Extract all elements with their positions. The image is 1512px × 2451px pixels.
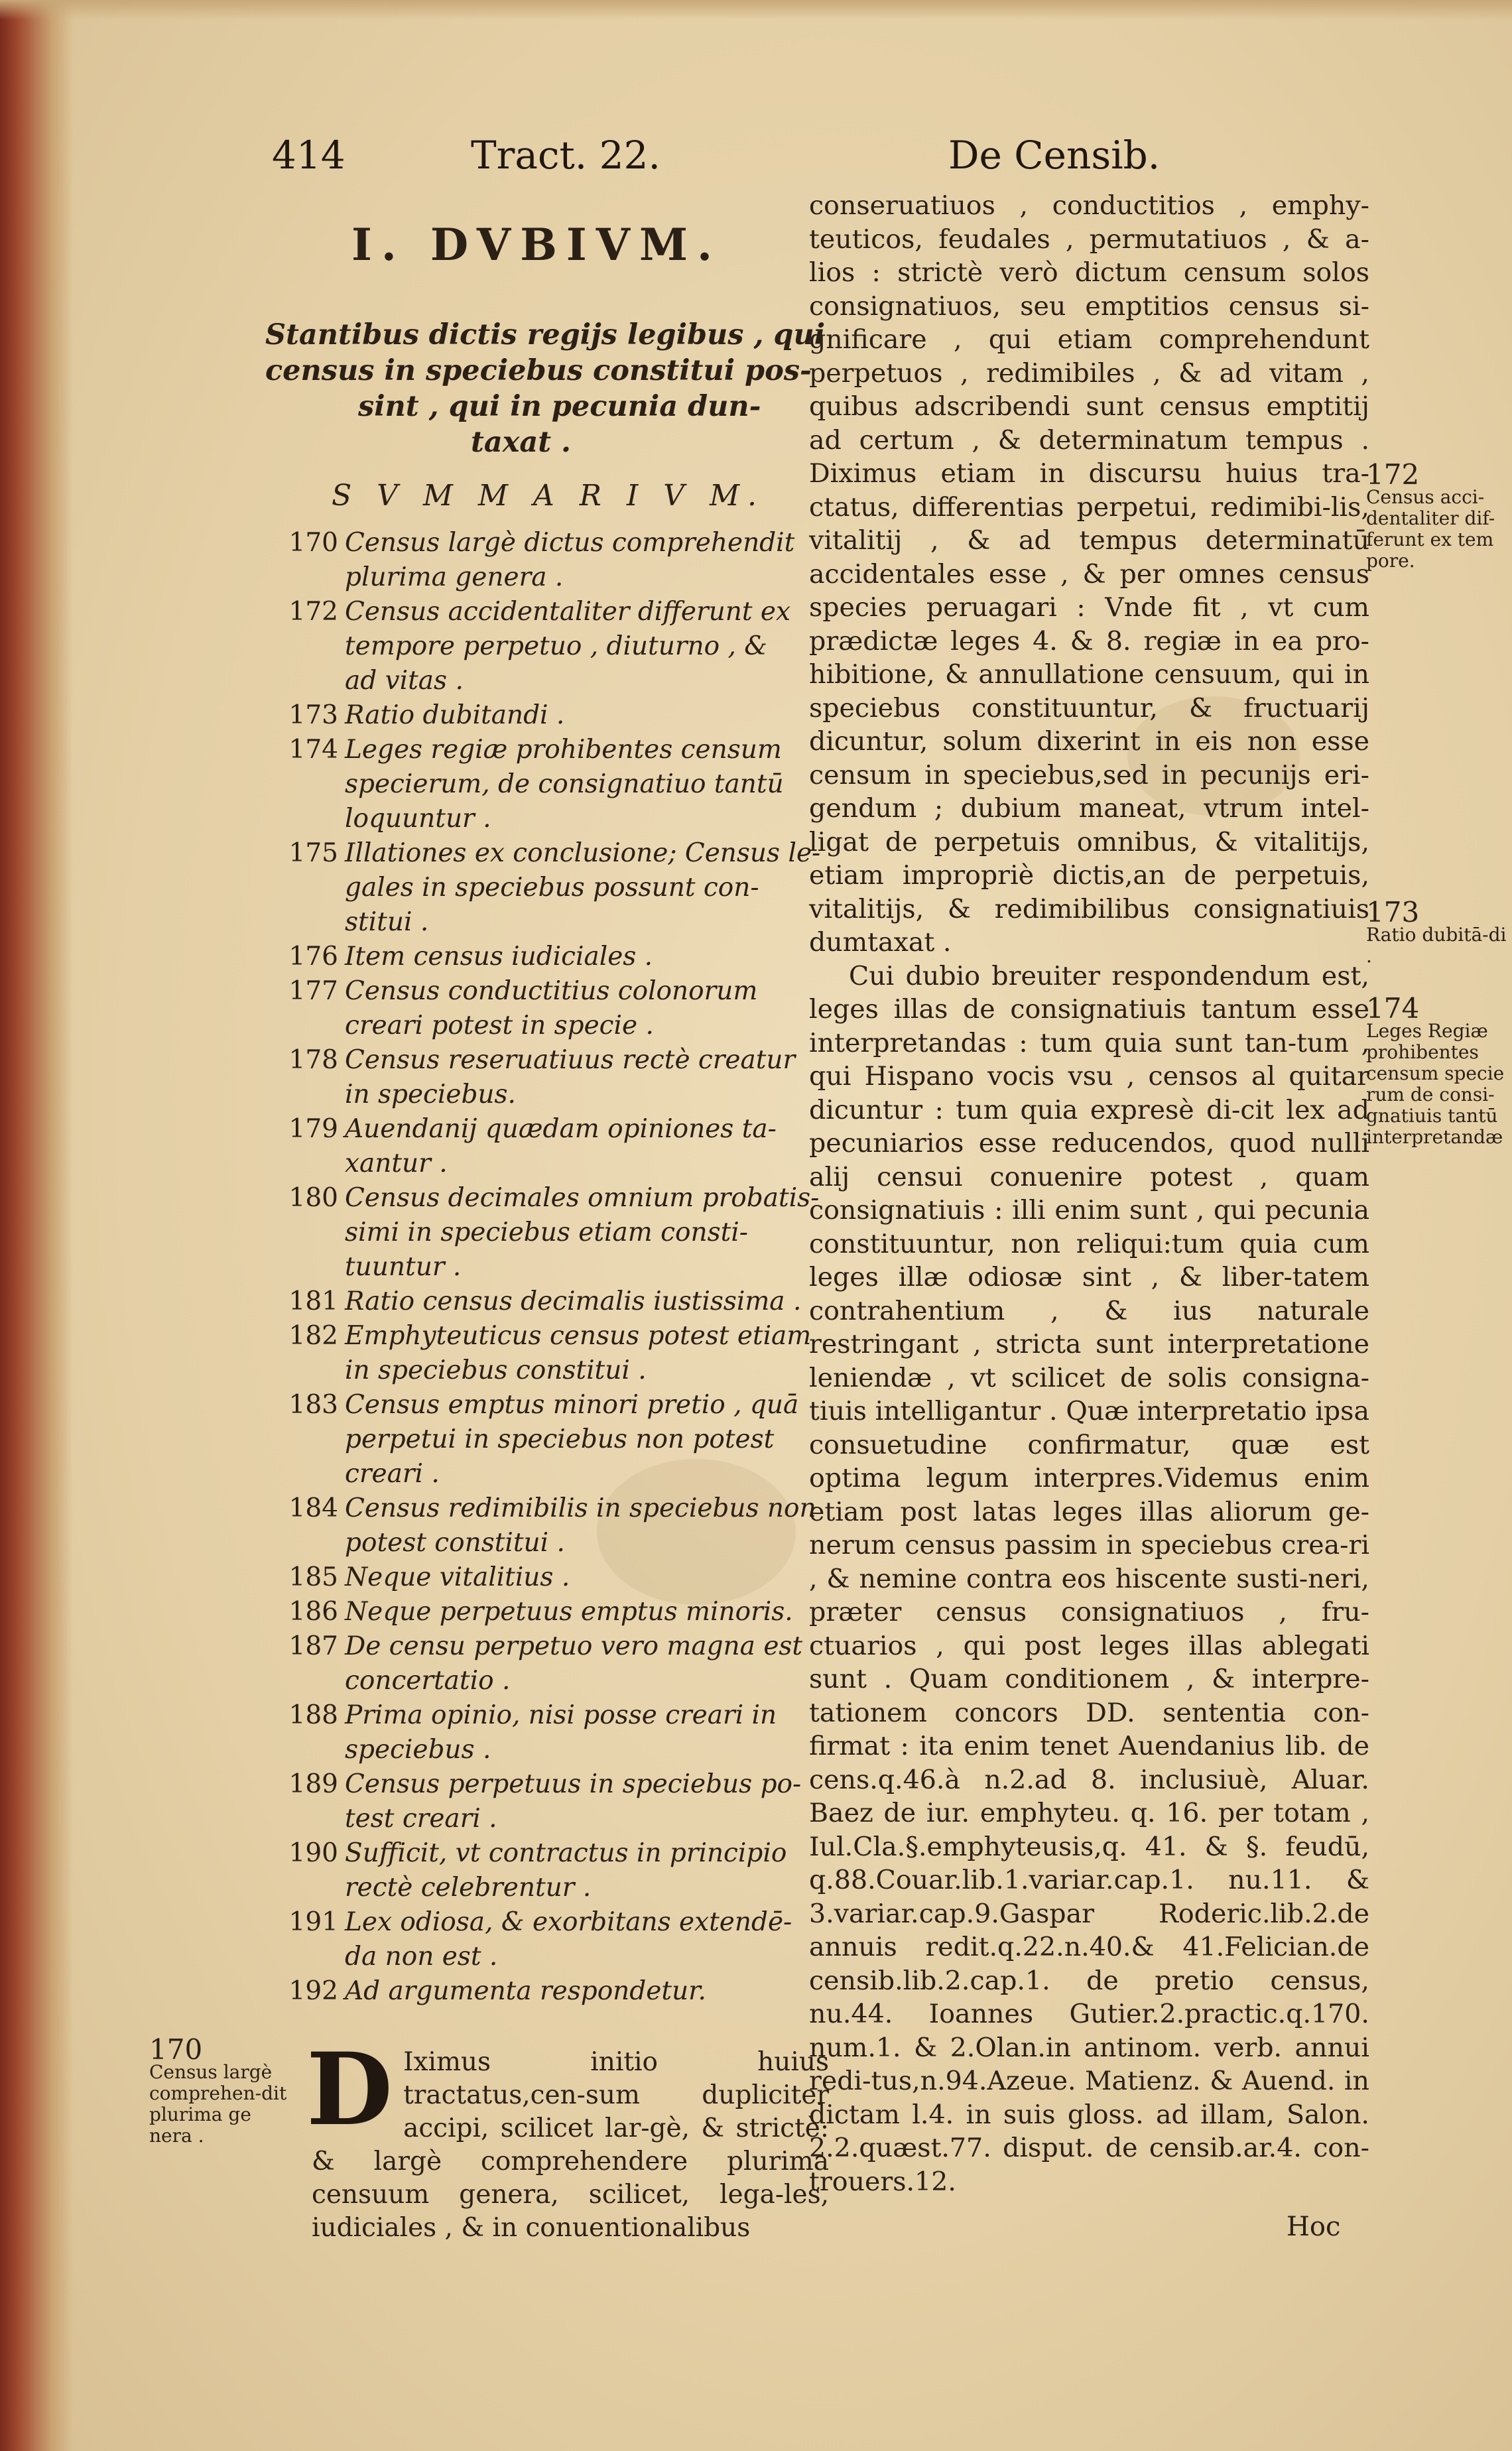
summarium-item: [265, 1905, 822, 1974]
summarium-item: [265, 733, 822, 836]
summarium-number: 177: [288, 976, 338, 1006]
summarium-item: [265, 526, 822, 595]
summarium-item: [265, 1595, 822, 1629]
summarium-number: 173: [288, 700, 338, 730]
summarium-item: [265, 1974, 822, 2009]
summarium-heading: S V M M A R I V M.: [332, 479, 765, 513]
summarium-text-line: Neque vitalitius .: [345, 1562, 570, 1592]
summarium-text-line: Emphyteuticus census potest etiam: [345, 1321, 812, 1351]
summarium-number: 188: [288, 1700, 338, 1730]
summarium-number: 183: [288, 1390, 338, 1420]
summarium-text-line: Ratio census decimalis iustissima .: [345, 1287, 802, 1316]
summarium-text-line: Leges regiæ prohibentes censum: [345, 735, 782, 765]
summarium-item: [265, 1560, 822, 1595]
question-line: taxat .: [471, 426, 572, 459]
summarium-text-line: test creari .: [345, 1804, 497, 1834]
summarium-number: 175: [288, 838, 338, 868]
catchword: Hoc: [1287, 2212, 1341, 2242]
summarium-item: [265, 1388, 822, 1491]
summarium-text-line: Neque perpetuus emptus minoris.: [345, 1597, 793, 1627]
summarium-item: [265, 698, 822, 733]
summarium-number: 180: [288, 1183, 338, 1213]
summarium-text-line: da non est .: [345, 1942, 498, 1972]
drop-cap: D: [306, 2031, 393, 2148]
margin-note-174: [1366, 992, 1512, 1148]
summarium-text-line: Auendanij quædam opiniones ta-: [345, 1114, 777, 1144]
page-number: 414: [272, 133, 346, 178]
summarium-text-line: rectè celebrentur .: [345, 1873, 592, 1903]
summarium-text-line: tuuntur .: [345, 1252, 462, 1282]
summarium-text-line: perpetui in speciebus non potest: [345, 1424, 775, 1454]
summarium-number: 174: [288, 735, 338, 765]
summarium-item: [265, 836, 822, 940]
margin-note-172: [1366, 458, 1512, 572]
summarium-item: [265, 1491, 822, 1560]
summarium-text-line: Item census iudiciales .: [345, 942, 653, 972]
page-edge-top: [0, 0, 1512, 20]
summarium-text-line: Census largè dictus comprehendit: [345, 528, 795, 558]
summarium-number: 178: [288, 1045, 338, 1075]
summarium-number: 182: [288, 1321, 338, 1351]
right-column: [809, 189, 1369, 2198]
summarium-item: [265, 1319, 822, 1388]
summarium-item: [265, 940, 822, 974]
summarium-text-line: Lex odiosa, & exorbitans extendē-: [345, 1907, 792, 1937]
summarium-number: 187: [288, 1631, 338, 1661]
running-title: De Censib.: [948, 133, 1161, 178]
summarium-number: 192: [288, 1976, 338, 2006]
summarium-number: 186: [288, 1597, 338, 1627]
dubium-heading: I. DVBIVM.: [351, 219, 722, 271]
margin-note-173: [1366, 896, 1512, 967]
summarium-item: [265, 1767, 822, 1836]
summarium-item: [265, 1629, 822, 1698]
summarium-item: [265, 974, 822, 1043]
summarium-item: [265, 1836, 822, 1905]
summarium-text-line: potest constitui .: [345, 1528, 565, 1558]
body-text-left: [306, 2031, 829, 2245]
margin-note-text: Census acci-dentaliter dif-ferunt ex tem pore.: [1366, 486, 1495, 572]
summarium-text-line: Sufficit, vt contractus in principio: [345, 1838, 787, 1868]
summarium-text-line: Census decimales omnium probatis-: [345, 1183, 820, 1213]
summarium-text-line: gales in speciebus possunt con-: [345, 873, 759, 903]
summarium-text-line: Census reseruatiuus rectè creatur: [345, 1045, 796, 1075]
summarium-text-line: Illationes ex conclusione; Census le-: [345, 838, 821, 868]
summarium-number: 185: [288, 1562, 338, 1592]
summarium-text-line: simi in speciebus etiam consti-: [345, 1218, 748, 1247]
summarium-number: 189: [288, 1769, 338, 1799]
summarium-number: 181: [288, 1287, 338, 1316]
summarium-text-line: stitui .: [345, 907, 429, 937]
summarium-item: [265, 1698, 822, 1767]
summarium-number: 184: [288, 1493, 338, 1523]
tract-label: Tract. 22.: [471, 133, 661, 178]
summarium-number: 191: [288, 1907, 338, 1937]
summarium-item: [265, 1285, 822, 1319]
summarium-text-line: Prima opinio, nisi posse creari in: [345, 1700, 777, 1730]
summarium-text-line: Census conductitius colonorum: [345, 976, 758, 1006]
question-line: Stantibus dictis regijs legibus , qui: [265, 318, 826, 351]
summarium-number: 179: [288, 1114, 338, 1144]
question-line: census in speciebus constitui pos-: [265, 354, 812, 387]
question-line: sint , qui in pecunia dun-: [358, 390, 761, 423]
summarium-text-line: concertatio .: [345, 1666, 511, 1696]
summarium-number: 170: [288, 528, 338, 558]
summarium-text-line: Census redimibilis in speciebus non: [345, 1493, 816, 1523]
body-paragraph: conseruatiuos , conductitios , emphy-teuticos, feudales , permutatiuos , & a-lios : strictè verò dictum censum solos consignatiuos, seu emptitios census si-gnificare , qui etiam comprehendunt perpetuos , redimibiles , & ad vitam , quibus adscribendi sunt census emptitij ad certum , & determinatum tempus . Diximus etiam in discursu huius tra-ctatus, differentias perpetui, redimibi-lis, vitalitij , & ad tempus determinatū accidentales esse , & per omnes census species peruagari : Vnde fit , vt cum prædictæ leges 4. & 8. regiæ in ea pro-hibitione, & annullatione censuum, qui in speciebus constituuntur, & fructuarij dicuntur, solum dixerint in eis non esse censum in speciebus,sed in pecunijs eri-gendum ; dubium maneat, vtrum intel-ligat de perpetuis omnibus, & vitalitijs, etiam impropriè dictis,an de perpetuis, vitalitijs, & redimibilibus consignatiuis dumtaxat .: [809, 190, 1369, 958]
left-column: [265, 219, 826, 2009]
margin-note-text: Census largè comprehen-dit plurima ge nera .: [149, 2061, 287, 2147]
summarium-text-line: De censu perpetuo vero magna est: [345, 1631, 803, 1661]
margin-note-170: [149, 2033, 298, 2147]
summarium-number: 190: [288, 1838, 338, 1868]
summarium-number: 172: [288, 597, 338, 627]
body-paragraph: Cui dubio breuiter respondendum est, leges illas de consignatiuis tantum esse interpretandas : tum quia sunt tan-tum , qui Hispano vocis vsu , censos al quitar dicuntur : tum quia expresè di-cit lex ad pecuniarios esse reducendos, quod nulli alij censui conuenire potest , quam consignatiuis : illi enim sunt , qui pecunia constituuntur, non reliqui:tum quia cum leges illæ odiosæ sint , & liber-tatem contrahentium , & ius naturale restringant , stricta sunt interpretatione leniendæ , vt scilicet de solis consigna-tiuis intelligantur . Quæ interpretatio ipsa consuetudine confirmatur, quæ est optima legum interpres.Videmus enim etiam post latas leges illas aliorum ge-nerum census passim in speciebus crea-ri , & nemine contra eos hiscente susti-neri, præter census consignatiuos , fru-ctuarios , qui post leges illas ablegati sunt . Quam conditionem , & interpre-tationem concors DD. sententia con-firmat : ita enim tenet Auendanius lib. de cens.q.46.à n.2.ad 8. inclusiuè, Aluar. Baez de iur. emphyteu. q. 16. per totam , Iul.Cla.§.emphyteusis,q. 41. & §. feudū, q.88.Couar.lib.1.variar.cap.1. nu.11. & 3.variar.cap.9.Gaspar Roderic.lib.2.de annuis redit.q.22.n.40.& 41.Felician.de censib.lib.2.cap.1. de pretio census, nu.44. Ioannes Gutier.2.practic.q.170. num.1. & 2.Olan.in antinom. verb. annui redi-tus,n.94.Azeue. Matienz. & Auend. in dictam l.4. in suis gloss. ad illam, Salon. 2.2.quæst.77. disput. de censib.ar.4. con-trouers.12.: [809, 960, 1369, 2197]
margin-note-text: Ratio dubitā-di .: [1366, 924, 1507, 967]
summarium-text-line: creari potest in specie .: [345, 1011, 654, 1040]
summarium-text-line: creari .: [345, 1459, 440, 1489]
margin-note-number: 173: [1366, 896, 1420, 928]
summarium-item: [265, 595, 822, 698]
summarium-text-line: Census emptus minori pretio , quā: [345, 1390, 799, 1420]
margin-note-number: 172: [1366, 458, 1420, 491]
summarium-text-line: Census accidentaliter differunt ex: [345, 597, 790, 627]
summarium-list: [265, 526, 822, 2009]
summarium-text-line: xantur .: [345, 1149, 448, 1178]
summarium-number: 176: [288, 942, 338, 972]
summarium-text-line: tempore perpetuo , diuturno , &: [345, 631, 767, 661]
summarium-text-line: plurima genera .: [345, 562, 564, 592]
body-paragraph: Iximus initio huius tractatus,cen-sum dupliciter accipi, scilicet lar-gè, & strictè: & largè comprehendere plurima censuum genera, scilicet, lega-les, iudiciales , & in conuentionalibus: [312, 2047, 829, 2243]
running-head: [272, 133, 1174, 186]
summarium-text-line: speciebus .: [345, 1735, 491, 1765]
summarium-item: [265, 1112, 822, 1181]
summarium-text-line: specierum, de consignatiuo tantū: [345, 769, 784, 799]
summarium-text-line: loquuntur .: [345, 804, 491, 834]
summarium-text-line: Ratio dubitandi .: [345, 700, 565, 730]
summarium-text-line: ad vitas .: [345, 666, 464, 696]
summarium-item: [265, 1043, 822, 1112]
summarium-text-line: in speciebus.: [345, 1080, 516, 1109]
summarium-text-line: Ad argumenta respondetur.: [345, 1976, 706, 2006]
summarium-text-line: in speciebus constitui .: [345, 1355, 647, 1385]
summarium-item: [265, 1181, 822, 1285]
margin-note-number: 174: [1366, 992, 1420, 1025]
margin-note-text: Leges Regiæ prohibentes censum specie rum de consi-gnatiuis tantū interpretandæ: [1366, 1020, 1505, 1148]
page-edge-left: [0, 0, 73, 2451]
question-title: [265, 317, 826, 460]
margin-note-number: 170: [149, 2033, 203, 2066]
summarium-text-line: Census perpetuus in speciebus po-: [345, 1769, 802, 1799]
